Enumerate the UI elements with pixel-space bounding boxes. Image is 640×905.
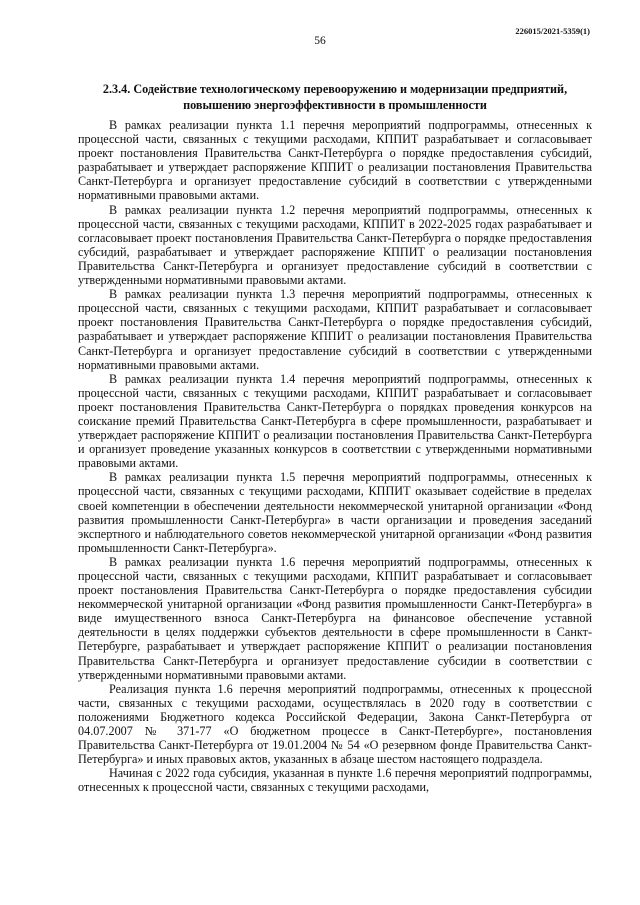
paragraph-item-1-3: В рамках реализации пункта 1.3 перечня мероприятий подпрограммы, отнесенных к процессной части, связанных с текущими расходами, КППИТ разрабатывает и согласовывает проект постановления Правительства Санкт-Петербурга о порядке предоставления субсидий, разрабатывает и утверждает распоряжение КППИТ о реализации постановления Правительства Санкт-Петербурга и организует предоставление субсидий в соответствии с утвержденными нормативными правовыми актами. [78, 287, 592, 372]
paragraph-from-2022: Начиная с 2022 года субсидия, указанная в пункте 1.6 перечня мероприятий подпрограммы, отнесенных к процессной части, связанных с текущими расходами, [78, 766, 592, 795]
paragraph-item-1-1: В рамках реализации пункта 1.1 перечня мероприятий подпрограммы, отнесенных к процессной части, связанных с текущими расходами, КППИТ разрабатывает и согласовывает проект постановления Правительства Санкт-Петербурга о порядке предоставления субсидий, разрабатывает и утверждает распоряжение КППИТ о реализации постановления Правительства Санкт-Петербурга и организует предоставление субсидий в соответствии с утвержденными нормативными правовыми актами. [78, 118, 592, 203]
document-registration-number: 226015/2021-5359(1) [515, 26, 590, 36]
paragraph-item-1-6: В рамках реализации пункта 1.6 перечня мероприятий подпрограммы, отнесенных к процессной части, связанных с текущими расходами, КППИТ разрабатывает и согласовывает проект постановления Правительства Санкт-Петербурга о порядке предоставления субсидии некоммерческой унитарной организации «Фонд развития промышленности Санкт-Петербурга» в виде имущественного взноса Санкт-Петербурга на финансовое обеспечение уставной деятельности в целях поддержки субъектов деятельности в сфере промышленности в Санкт-Петербурге, разрабатывает и утверждает распоряжение КППИТ о реализации постановления Правительства Санкт-Петербурга и организует предоставление субсидии в соответствии с утвержденными нормативными правовыми актами. [78, 554, 592, 682]
paragraph-implementation-2020: Реализация пункта 1.6 перечня мероприятий подпрограммы, отнесенных к процессной части, связанных с текущими расходами, осуществлялась в 2020 году в соответствии с положениями Бюджетного кодекса Российской Федерации, Закона Санкт-Петербурга от 04.07.2007 № 371-77 «О бюджетном процессе в Санкт-Петербурге», постановления Правительства Санкт-Петербурга от 19.01.2004 № 54 «О резервном фонде Правительства Санкт-Петербурга» и иных правовых актов, указанных в абзаце шестом настоящего подраздела. [78, 681, 592, 767]
paragraph-item-1-5: В рамках реализации пункта 1.5 перечня мероприятий подпрограммы, отнесенных к процессной части, связанных с текущими расходами, КППИТ оказывает содействие в пределах своей компетенции в обеспечении деятельности некоммерческой унитарной организации «Фонд развития промышленности Санкт-Петербурга» в части организации и проведения заседаний экспертного и наблюдательного советов некоммерческой унитарной организации «Фонд развития промышленности Санкт-Петербурга». [78, 470, 592, 555]
page-number: 56 [314, 35, 326, 47]
section-heading: 2.3.4. Содействие технологическому перевооружению и модернизации предприятий, повышению энергоэффективности в промышленности [102, 82, 568, 112]
document-body [78, 118, 592, 795]
paragraph-item-1-4: В рамках реализации пункта 1.4 перечня мероприятий подпрограммы, отнесенных к процессной части, связанных с текущими расходами, КППИТ разрабатывает и согласовывает проект постановления Правительства Санкт-Петербурга о порядках проведения конкурсов на соискание премий Правительства Санкт-Петербурга в сфере промышленности, разрабатывает и утверждает распоряжение КППИТ о реализации постановления Правительства Санкт-Петербурга и организует проведение указанных конкурсов в соответствии с утвержденными нормативными правовыми актами. [78, 371, 592, 471]
paragraph-item-1-2: В рамках реализации пункта 1.2 перечня мероприятий подпрограммы, отнесенных к процессной части, связанных с текущими расходами, КППИТ в 2022-2025 годах разрабатывает и согласовывает проект постановления Правительства Санкт-Петербурга о порядке предоставления субсидий, разрабатывает и утверждает распоряжение КППИТ о реализации постановления Правительства Санкт-Петербурга и организует предоставление субсидий в соответствии с утвержденными нормативными правовыми актами. [78, 202, 592, 288]
